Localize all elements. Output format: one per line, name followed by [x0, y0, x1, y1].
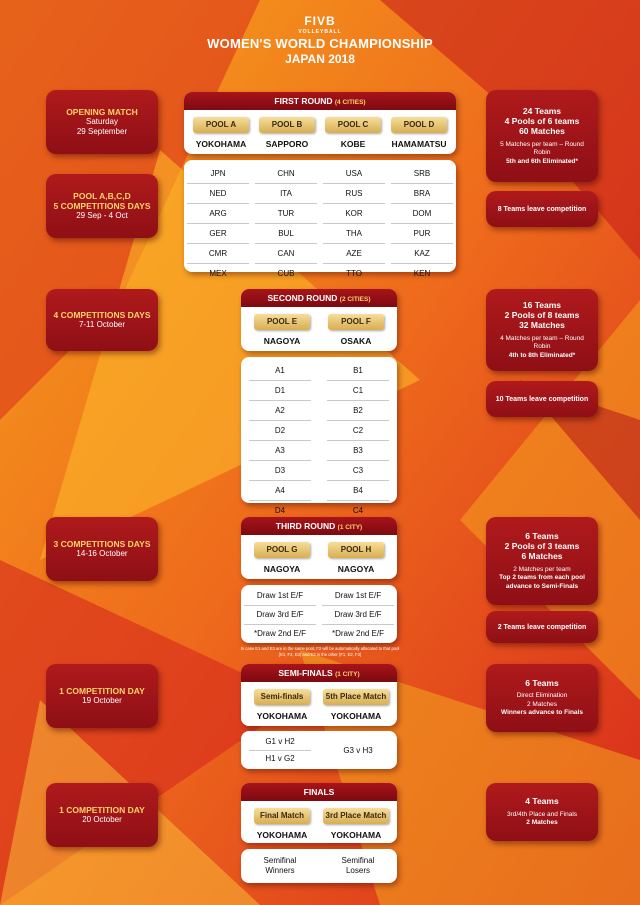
- team: *Draw 2nd E/F: [331, 629, 385, 638]
- pool-g-teams: [241, 587, 319, 641]
- third-round-info-card: [486, 517, 598, 605]
- team: D1: [249, 381, 311, 401]
- page-header: [0, 14, 640, 66]
- team: C2: [327, 421, 389, 441]
- pool-city: NAGOYA: [263, 336, 301, 346]
- card-line: 29 Sep - 4 Oct: [76, 210, 128, 220]
- team: Draw 1st E/F: [244, 587, 316, 606]
- pool-c-button[interactable]: POOL C: [325, 117, 381, 133]
- finals-panel: [241, 783, 397, 843]
- finals-teams: [241, 849, 397, 883]
- pool-c-column: [320, 114, 386, 149]
- pool-a-button[interactable]: POOL A: [193, 117, 249, 133]
- pool-e-button[interactable]: POOL E: [254, 314, 310, 330]
- team: BUL: [255, 224, 317, 244]
- logo-subtitle: VOLLEYBALL: [298, 29, 342, 35]
- info-head: 4 Teams: [525, 796, 559, 807]
- pool-g-button[interactable]: POOL G: [254, 542, 310, 558]
- pool-a-column: [188, 114, 254, 149]
- team: A1: [249, 361, 311, 381]
- fifth-place-column: [319, 686, 393, 721]
- team: GER: [187, 224, 249, 244]
- fifth-place-matches: [319, 731, 397, 769]
- third-round-panel: [241, 517, 397, 579]
- semis-column: [245, 686, 319, 721]
- card-title: POOL A,B,C,D 5 COMPETITIONS DAYS: [53, 190, 151, 211]
- card-title: 1 COMPETITION DAY: [59, 804, 145, 815]
- team: A4: [249, 481, 311, 501]
- team: JPN: [187, 164, 249, 184]
- leave-text: 2 Teams leave competition: [497, 623, 587, 631]
- card-title: 4 COMPETITIONS DAYS: [53, 309, 151, 320]
- pool-f-column: [319, 311, 393, 346]
- pool-c-teams: [320, 164, 388, 278]
- second-round-panel: [241, 289, 397, 351]
- team: NED: [187, 184, 249, 204]
- team: CHN: [255, 164, 317, 184]
- final-teams: [241, 849, 319, 883]
- second-round-title: [241, 289, 397, 307]
- info-text: Direct Elimination 2 Matches: [516, 692, 568, 708]
- team: ARG: [187, 204, 249, 224]
- team: CMR: [187, 244, 249, 264]
- team: A2: [249, 401, 311, 421]
- card-line: 20 October: [82, 814, 122, 824]
- team: B4: [327, 481, 389, 501]
- team: MEX: [209, 269, 227, 278]
- round-sub: (4 CITIES): [334, 99, 366, 106]
- team: D2: [249, 421, 311, 441]
- pool-city: YOKOHAMA: [256, 711, 308, 721]
- first-round-info-card: [486, 90, 598, 182]
- info-head: 24 Teams 4 Pools of 6 teams 60 Matches: [504, 106, 580, 137]
- pool-city: HAMAMATSU: [391, 139, 447, 149]
- team: SRB: [391, 164, 453, 184]
- team: Draw 3rd E/F: [322, 606, 394, 625]
- team: D3: [249, 461, 311, 481]
- team: RUS: [323, 184, 385, 204]
- opening-match-card: [46, 90, 158, 154]
- team: ITA: [255, 184, 317, 204]
- team: Draw 3rd E/F: [244, 606, 316, 625]
- pool-city: SAPPORO: [265, 139, 309, 149]
- pool-city: NAGOYA: [263, 564, 301, 574]
- pool-a-teams: [184, 164, 252, 278]
- third-place-teams: [319, 849, 397, 883]
- semi-finals-button[interactable]: Semi-finals: [254, 689, 310, 705]
- round-sub: (1 CITY): [335, 671, 360, 678]
- card-line: 7-11 October: [78, 319, 126, 329]
- final-match-button[interactable]: Final Match: [254, 808, 310, 824]
- team: USA: [323, 164, 385, 184]
- pool-city: KOBE: [340, 139, 366, 149]
- info-bold: 5th and 6th Eliminated*: [506, 157, 578, 165]
- second-round-leave-card: [486, 381, 598, 417]
- team: BRA: [391, 184, 453, 204]
- third-place-column: [319, 805, 393, 840]
- team: KAZ: [391, 244, 453, 264]
- pool-b-teams: [252, 164, 320, 278]
- finals-days-card: [46, 783, 158, 847]
- pool-e-teams: [241, 361, 319, 515]
- team: THA: [323, 224, 385, 244]
- team: Semifinal Losers: [341, 856, 375, 875]
- first-round-title: [184, 92, 456, 110]
- round-title: SEMI-FINALS: [278, 668, 333, 678]
- fifth-place-button[interactable]: 5th Place Match: [323, 689, 389, 705]
- team: KEN: [413, 269, 431, 278]
- round-sub: (1 CITY): [337, 524, 363, 531]
- pool-days-card: [46, 174, 158, 238]
- first-round-leave-card: [486, 191, 598, 227]
- pool-d-column: [386, 114, 452, 149]
- team: DOM: [391, 204, 453, 224]
- third-round-teams: [241, 585, 397, 643]
- page-title: WOMEN'S WORLD CHAMPIONSHIP: [207, 36, 433, 51]
- round-title: THIRD ROUND: [275, 521, 336, 531]
- info-bold: Winners advance to Finals: [501, 709, 583, 717]
- team: TUR: [255, 204, 317, 224]
- pool-b-button[interactable]: POOL B: [259, 117, 315, 133]
- round-sub: (2 CITIES): [339, 296, 371, 303]
- info-text: 4 Matches per team – Round Robin: [500, 334, 584, 351]
- team: B3: [327, 441, 389, 461]
- leave-text: 10 Teams leave competition: [495, 395, 589, 403]
- team: CUB: [277, 269, 295, 278]
- match: G3 v H3: [343, 745, 373, 755]
- pool-f-teams: [319, 361, 397, 515]
- team: C4: [352, 506, 364, 515]
- team: C3: [327, 461, 389, 481]
- card-line: 14-16 October: [76, 548, 128, 558]
- second-round-info-card: [486, 289, 598, 371]
- pool-g-column: [245, 539, 319, 574]
- semi-info-card: [486, 664, 598, 732]
- third-round-days-card: [46, 517, 158, 581]
- info-text: 3rd/4th Place and Finals: [506, 810, 578, 818]
- semi-days-card: [46, 664, 158, 728]
- leave-text: 8 Teams leave competition: [497, 205, 587, 213]
- team: TTO: [346, 269, 362, 278]
- card-line: 29 September: [76, 127, 128, 137]
- pool-f-button[interactable]: POOL F: [328, 314, 384, 330]
- pool-city: YOKOHAMA: [330, 830, 382, 840]
- team: B1: [327, 361, 389, 381]
- pool-city: YOKOHAMA: [256, 830, 308, 840]
- team: A3: [249, 441, 311, 461]
- team: *Draw 2nd E/F: [253, 629, 307, 638]
- page-subtitle: JAPAN 2018: [285, 52, 355, 66]
- third-round-title: [241, 517, 397, 535]
- pool-h-button[interactable]: POOL H: [328, 542, 384, 558]
- team: KOR: [323, 204, 385, 224]
- team: D4: [274, 506, 286, 515]
- card-title: 1 COMPETITION DAY: [59, 685, 145, 696]
- info-head: 16 Teams 2 Pools of 8 teams 32 Matches: [504, 300, 580, 331]
- second-round-days-card: [46, 289, 158, 351]
- team: C1: [327, 381, 389, 401]
- info-bold: Top 2 teams from each pool advance to Semi-Finals: [499, 574, 585, 590]
- pool-h-teams: [319, 587, 397, 641]
- semi-finals-title: [241, 664, 397, 682]
- card-line: 19 October: [82, 695, 122, 705]
- pool-d-button[interactable]: POOL D: [391, 117, 447, 133]
- pool-h-column: [319, 539, 393, 574]
- info-text: 2 Matches per team: [513, 565, 571, 573]
- team: CAN: [255, 244, 317, 264]
- match: H1 v G2: [265, 753, 295, 763]
- second-round-teams: [241, 357, 397, 515]
- semi-finals-panel: [241, 664, 397, 726]
- third-round-leave-card: [486, 611, 598, 643]
- first-round-teams: [184, 160, 456, 278]
- third-round-footnote: In case E1 and E3 are in the same pool, F2 will be automatically allocated to that pool (E1, F2, E3) and E2 in the other (F1, E2, F3): [240, 646, 400, 657]
- info-bold: 2 Matches: [526, 819, 558, 827]
- finals-title: [241, 783, 397, 801]
- team: PUR: [391, 224, 453, 244]
- pool-city: NAGOYA: [337, 564, 375, 574]
- team: B2: [327, 401, 389, 421]
- card-line: Saturday: [85, 116, 119, 126]
- third-place-button[interactable]: 3rd Place Match: [323, 808, 389, 824]
- pool-city: OSAKA: [340, 336, 372, 346]
- semi-finals-matches: [241, 731, 397, 769]
- pool-city: YOKOHAMA: [330, 711, 382, 721]
- card-title: OPENING MATCH: [66, 106, 138, 117]
- round-title: FIRST ROUND: [274, 96, 333, 106]
- pool-city: YOKOHAMA: [195, 139, 247, 149]
- info-head: 6 Teams 2 Pools of 3 teams 6 Matches: [504, 531, 580, 562]
- team: Draw 1st E/F: [322, 587, 394, 606]
- fivb-logo: FIVB: [304, 14, 336, 28]
- pool-b-column: [254, 114, 320, 149]
- match: G1 v H2: [249, 734, 311, 751]
- team: AZE: [323, 244, 385, 264]
- semis-matches: [241, 731, 319, 769]
- card-title: 3 COMPETITIONS DAYS: [53, 538, 151, 549]
- round-title: FINALS: [303, 787, 335, 797]
- team: Semifinal Winners: [263, 856, 297, 875]
- info-text: 5 Matches per team – Round Robin: [500, 140, 584, 157]
- final-match-column: [245, 805, 319, 840]
- finals-info-card: [486, 783, 598, 841]
- info-head: 6 Teams: [525, 678, 559, 689]
- first-round-panel: [184, 92, 456, 154]
- pool-e-column: [245, 311, 319, 346]
- round-title: SECOND ROUND: [267, 293, 338, 303]
- info-bold: 4th to 8th Eliminated*: [508, 351, 576, 359]
- pool-d-teams: [388, 164, 456, 278]
